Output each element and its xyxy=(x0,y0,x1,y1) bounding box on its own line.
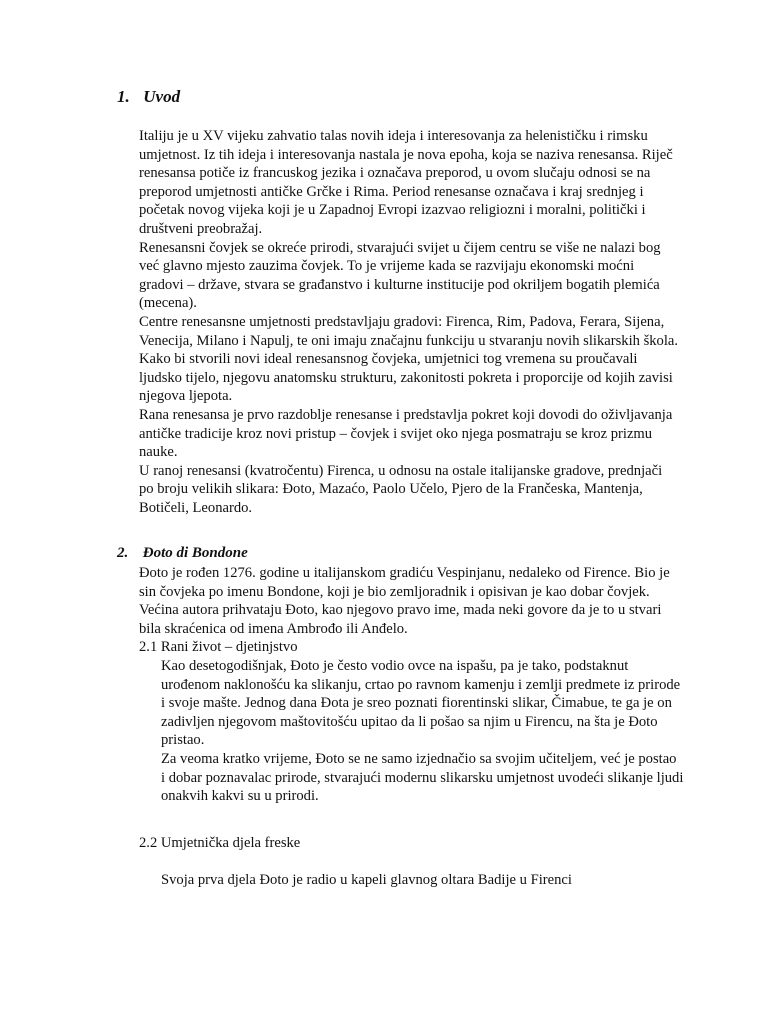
paragraph: Kako bi stvorili novi ideal renesansnog čovjeka, umjetnici tog vremena su proučavali ljudsko tijelo, njegovu anatomsku strukturu, zakonitosti pokreta i proporcije od kojih zavisi njegova ljepota. xyxy=(139,351,673,405)
paragraph: Kao desetogodišnjak, Đoto je često vodio ovce na ispašu, pa je tako, podstaknut urođenom naklonošću ka slikanju, crtao po ravnom kamenju i zemlji predmete iz prirode i svoje mašte. Jednog dana Đota je sreo poznati fiorentinski slikar, Čimabue, te ga je on zadivljen njegovom maštovitošću upitao da li pošao sa njim u Firencu, na šta je Đoto pristao. xyxy=(161,657,681,749)
section-1-title: Uvod xyxy=(143,87,181,106)
paragraph: U ranoj renesansi (kvatročentu) Firenca, u odnosu na ostale italijanske gradove, prednjači po broju velikih slikara: Đoto, Mazaćo, Paolo Učelo, Pjero de la Frančeska, Mantenja, Botičeli, Leonardo. xyxy=(139,462,663,516)
section-2-title: Đoto di Bondone xyxy=(142,545,248,561)
paragraph: Italiju je u XV vijeku zahvatio talas novih ideja i interesovanja za helenističku i rimsku umjetnost. Iz tih ideja i interesovanja nastala je nova epoha, koja se naziva renesansa. Riječ renesansa potiče iz francuskog jezika i označava preporod, u ovom slučaju odnosi se na preporod umjetnosti antičke Grčke i Rima. Period renesanse označava i kraj srednjeg i početak novog vijeka koji je u Zapadnoj Evropi izazvao religiozni i moralni, politički i društveni preobražaj. xyxy=(139,128,673,237)
subsection-2-1-title: 2.1 Rani život – djetinjstvo xyxy=(139,639,298,656)
section-1-body xyxy=(139,127,679,517)
section-1-heading xyxy=(117,87,180,107)
subsection-2-2-title: 2.2 Umjetnička djela freske xyxy=(139,835,301,851)
section-1-number: 1. xyxy=(117,87,130,106)
paragraph: Za veoma kratko vrijeme, Đoto se ne samo izjednačio sa svojim učiteljem, već je postao i dobar poznavalac prirode, stvarajući modernu slikarsku umjetnost uvodeći slikanje ljudi onakvih kakvi su u prirodi. xyxy=(161,750,684,805)
paragraph: Većina autora prihvataju Đoto, kao njegovo pravo ime, mada neki govore da je to u stvari bila skraćenica od imena Ambrođo ili Anđelo. xyxy=(139,602,662,637)
paragraph: Svoja prva djela Đoto je radio u kapeli glavnog oltara Badije u Firenci xyxy=(161,872,572,888)
section-2-body xyxy=(139,564,684,806)
paragraph: Đoto je rođen 1276. godine u italijanskom gradiću Vespinjanu, nedaleko od Firence. Bio je sin čovjeka po imenu Bondone, koji je bio zemljoradnik i opisivan je kao dobar čovjek. xyxy=(139,565,670,600)
paragraph: Renesansni čovjek se okreće prirodi, stvarajući svijet u čijem centru se više ne nalazi bog već glavno mjesto zauzima čovjek. To je vrijeme kada se razvijaju ekonomski moćni gradovi – države, stvara se građanstvo i kulturne institucije pod okriljem bogatih plemića (mecena). xyxy=(139,239,661,312)
section-2-number: 2. xyxy=(117,545,129,561)
paragraph: Centre renesansne umjetnosti predstavljaju gradovi: Firenca, Rim, Padova, Ferara, Sijena, Venecija, Milano i Napulj, te oni imaju značajnu funkciju u stvaranju novih slikarskih škola. xyxy=(139,313,679,349)
section-2-heading xyxy=(117,545,248,562)
paragraph: Rana renesansa je prvo razdoblje renesanse i predstavlja pokret koji dovodi do oživljavanja antičke tradicije kroz novi pristup – čovjek i svijet oko njega posmatraju se kroz prizmu nauke. xyxy=(139,406,673,461)
